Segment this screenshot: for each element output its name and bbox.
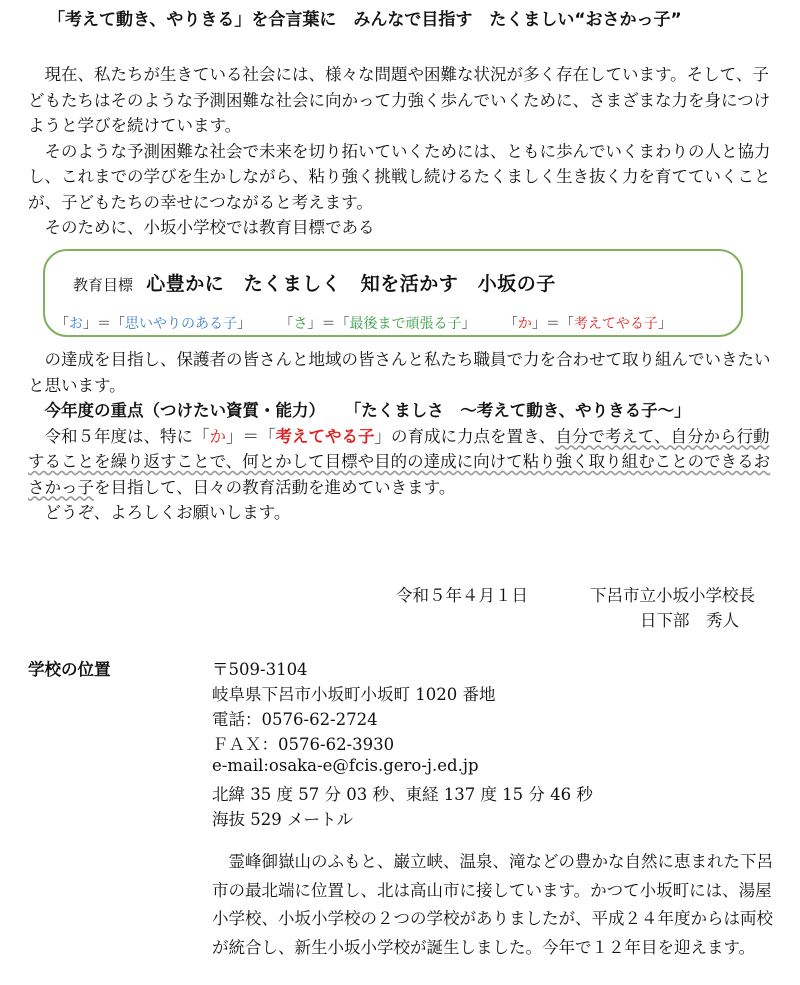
intro-paragraph-3: そのために、小坂小学校では教育目標である [44,218,375,237]
goal-key-ka: 「か」＝「考えてやる子」 [503,316,672,332]
coordinates: 北緯 35 度 57 分 03 秒、東経 137 度 15 分 46 秒 [212,785,593,804]
focus-heading-label: 今年度の重点（つけたい資質・能力） [44,401,325,420]
school-history [212,848,778,962]
focus-paragraph: 令和５年度は、特に「か」＝「考えてやる子」の育成に力点を置き、自分で考えて、自分から行動することを繰り返すことで、何とかして目標や目的の達成に向けて粘り強く取り組むことのできるおさかっ子を目指して、日々の教育活動を進めていきます。 [28,426,771,497]
page-title: 「考えて動き、やりきる」を合言葉に みんなで目指す たくましい“おさかっ子” [48,10,682,30]
education-goal-text: 心豊かに たくましく 知を活かす 小坂の子 [146,273,556,295]
education-goal-label: 教育目標 [73,276,134,294]
focus-section [28,347,778,526]
education-goal-box [43,249,743,337]
signature-name: 日下部 秀人 [640,611,739,630]
location-heading: 学校の位置 [28,660,111,679]
signature-position: 下呂市立小坂小学校長 [590,586,755,605]
closing-line: どうぞ、よろしくお願いします。 [44,503,291,522]
postal-code: 〒509-3104 [212,660,308,679]
focus-underlined-text: 自分で考えて、自分から行動することを繰り返すことで、何とかして目標や目的の達成に向けて粘り強く取り組むことのできるおさかっ子 [28,426,771,497]
history-paragraph: 霊峰御嶽山のふもと、巌立峡、温泉、滝などの豊かな自然に恵まれた下呂市の最北端に位置し、北は高山市に接しています。かつて小坂町には、湯屋小学校、小坂小学校の２つの学校がありましたが、平成２４年度からは両校が統合し、新生小坂小学校が誕生しました。今年で１２年目を迎えます。 [212,852,773,957]
intro-section [28,62,778,241]
phone: 電話：0576-62-2724 [212,710,378,729]
after-goal-paragraph: の達成を目指し、保護者の皆さんと地域の皆さんと私たち職員で力を合わせて取り組んでいきたいと思います。 [28,350,771,395]
focus-heading [28,398,778,424]
address: 岐阜県下呂市小坂町小坂町 1020 番地 [212,685,496,704]
altitude: 海抜 529 メートル [212,810,353,829]
goal-key-o: 「お」＝「思いやりのある子」 [55,316,251,332]
email: e-mail:osaka-e@fcis.gero-j.ed.jp [212,756,479,775]
intro-paragraph-1: 現在、私たちが生きている社会には、様々な問題や困難な状況が多く存在しています。そして、子どもたちはそのような予測困難な社会に向かって力強く歩んでいくために、さまざまな力を身につけようと学びを続けています。 [28,65,771,135]
intro-paragraph-2: そのような予測困難な社会で未来を切り拓いていくためには、ともに歩んでいくまわりの人と協力し、これまでの学びを生かしながら、粘り強く挑戦し続けるたくましく生き抜く力を育てていくことが、子どもたちの幸せにつながると考えます。 [28,141,771,212]
goal-keywords [55,313,672,333]
goal-key-sa: 「さ」＝「最後まで頑張る子」 [279,316,476,332]
education-goal-heading [73,269,556,296]
focus-theme: 「たくましさ ～考えて動き、やりきる子～」 [344,401,691,420]
fax: ＦＡＸ：0576-62-3930 [212,735,395,754]
signature-date: 令和５年４月１日 [396,586,528,605]
